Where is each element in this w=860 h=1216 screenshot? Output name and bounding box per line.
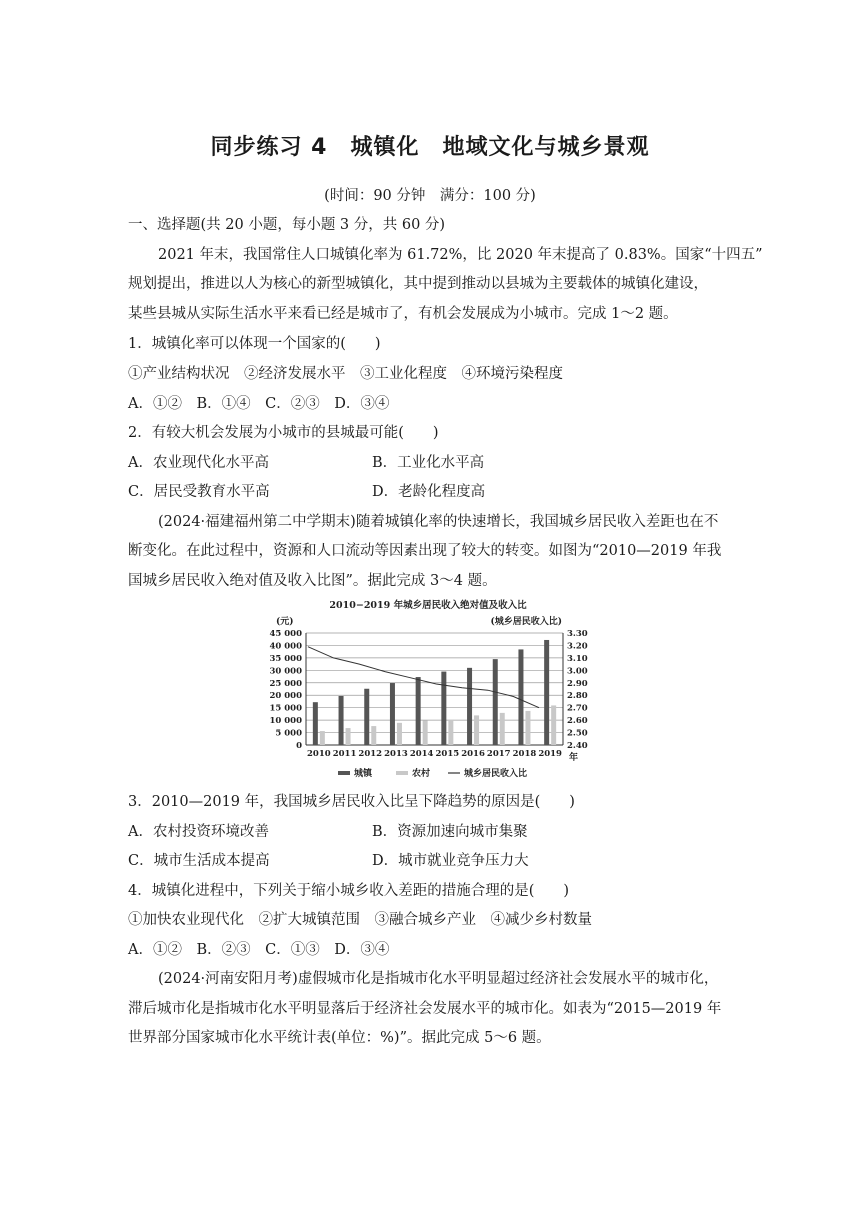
- y2-tick-label: 2.80: [567, 691, 588, 702]
- chart-title: 2010−2019 年城乡居民收入绝对值及收入比: [329, 600, 527, 611]
- section-heading: 一、选择题(共 20 小题，每小题 3 分，共 60 分): [128, 217, 446, 233]
- q2-option-a: A．农业现代化水平高: [128, 455, 269, 471]
- q4-stem: 4．城镇化进程中，下列关于缩小城乡收入差距的措施合理的是( ): [128, 883, 570, 899]
- passage1-line: 规划提出，推进以人为核心的新型城镇化，其中提到推动以县城为主要载体的城镇化建设，: [128, 276, 708, 292]
- y-tick-label: 25 000: [269, 678, 302, 689]
- legend-swatch-rural: [396, 771, 408, 775]
- q1-stem: 1．城镇化率可以体现一个国家的( ): [128, 336, 381, 352]
- income-chart-svg: [262, 597, 594, 787]
- x-tick-label: 2019: [538, 749, 562, 759]
- x-tick-label: 2016: [461, 749, 485, 759]
- bar-urban: [313, 702, 318, 745]
- y-axis-label: (元): [276, 617, 294, 627]
- q3-option-b: B．资源加速向城市集聚: [372, 824, 528, 840]
- q4-options: A．①② B．②③ C．①③ D．③④: [128, 942, 390, 958]
- q3-option-a: A．农村投资环境改善: [128, 824, 269, 840]
- x-tick-label: 2013: [384, 749, 408, 759]
- y2-tick-label: 3.10: [567, 653, 588, 664]
- legend-swatch-urban: [338, 771, 350, 775]
- q3-option-c: C．城市生活成本提高: [128, 853, 270, 869]
- bar-urban: [544, 640, 549, 745]
- exam-meta: (时间：90 分钟 满分：100 分): [324, 188, 536, 204]
- bar-rural: [551, 705, 556, 745]
- x-tick-label: 2012: [358, 749, 383, 759]
- bar-urban: [364, 689, 369, 745]
- passage2-line: 国城乡居民收入绝对值及收入比图”。据此完成 3～4 题。: [128, 573, 497, 589]
- bar-urban: [467, 668, 472, 745]
- page-title: 同步练习 4 城镇化 地域文化与城乡景观: [210, 135, 650, 160]
- q3-stem: 3．2010—2019 年，我国城乡居民收入比呈下降趋势的原因是( ): [128, 794, 575, 810]
- bar-urban: [493, 659, 498, 745]
- q3-option-d: D．城市就业竞争压力大: [372, 853, 529, 869]
- q1-options: A．①② B．①④ C．②③ D．③④: [128, 396, 390, 412]
- q1-items: ①产业结构状况 ②经济发展水平 ③工业化程度 ④环境污染程度: [128, 366, 563, 382]
- passage2-line: (2024·福建福州第二中学期末)随着城镇化率的快速增长，我国城乡居民收入差距也在不: [158, 514, 719, 530]
- y2-tick-label: 2.60: [567, 716, 588, 727]
- y2-tick-label: 3.20: [567, 641, 588, 652]
- q2-option-c: C．居民受教育水平高: [128, 484, 270, 500]
- y2-tick-label: 2.70: [567, 703, 588, 714]
- passage3-line: (2024·河南安阳月考)虚假城市化是指城市化水平明显超过经济社会发展水平的城市化，: [158, 971, 719, 987]
- x-tick-label: 2015: [435, 749, 460, 759]
- bar-urban: [518, 649, 523, 745]
- bar-rural: [423, 720, 428, 745]
- y-tick-label: 0: [296, 741, 302, 751]
- y2-tick-label: 2.40: [567, 741, 588, 751]
- bar-rural: [474, 715, 479, 745]
- bar-rural: [500, 713, 505, 745]
- x-tick-label: 2018: [512, 749, 537, 759]
- q4-items: ①加快农业现代化 ②扩大城镇范围 ③融合城乡产业 ④减少乡村数量: [128, 912, 592, 928]
- x-axis-unit: 年: [569, 753, 579, 763]
- y-tick-label: 5 000: [275, 728, 302, 739]
- y2-tick-label: 3.30: [567, 629, 588, 639]
- legend-label-urban: 城镇: [354, 769, 373, 779]
- passage3-line: 世界部分国家城市化水平统计表(单位：%)”。据此完成 5～6 题。: [128, 1030, 551, 1046]
- legend-label-rural: 农村: [412, 769, 431, 779]
- y-tick-label: 45 000: [269, 629, 302, 639]
- q2-option-b: B．工业化水平高: [372, 455, 485, 471]
- bar-urban: [390, 683, 395, 745]
- bar-urban: [339, 696, 344, 745]
- y2-tick-label: 3.00: [567, 666, 588, 677]
- y2-tick-label: 2.50: [567, 728, 588, 739]
- y2-tick-label: 2.90: [567, 678, 588, 689]
- passage1-line: 2021 年末，我国常住人口城镇化率为 61.72%，比 2020 年末提高了 0.83%。国家“十四五”: [158, 247, 763, 263]
- legend-label-ratio: 城乡居民收入比: [464, 769, 528, 779]
- x-tick-label: 2011: [332, 749, 357, 759]
- y-tick-label: 20 000: [269, 691, 302, 702]
- y-tick-label: 35 000: [269, 653, 302, 664]
- x-tick-label: 2017: [486, 749, 511, 759]
- bar-urban: [416, 677, 421, 745]
- bar-rural: [346, 728, 351, 745]
- income-chart: [262, 597, 594, 787]
- passage2-line: 断变化。在此过程中，资源和人口流动等因素出现了较大的转变。如图为“2010—2019 年我: [128, 543, 722, 559]
- y-tick-label: 30 000: [269, 666, 302, 677]
- passage3-line: 滞后城市化是指城市化水平明显落后于经济社会发展水平的城市化。如表为“2015—2019 年: [128, 1001, 722, 1017]
- bar-rural: [448, 720, 453, 745]
- bar-rural: [525, 711, 530, 745]
- x-tick-label: 2014: [409, 749, 434, 759]
- q2-option-d: D．老龄化程度高: [372, 484, 486, 500]
- y-tick-label: 10 000: [269, 716, 302, 727]
- y-tick-label: 15 000: [269, 703, 302, 714]
- y2-axis-label: (城乡居民收入比): [490, 617, 562, 627]
- y-tick-label: 40 000: [269, 641, 302, 652]
- bar-rural: [371, 726, 376, 745]
- x-tick-label: 2010: [307, 749, 331, 759]
- bar-rural: [320, 731, 325, 745]
- passage1-line: 某些县城从实际生活水平来看已经是城市了，有机会发展成为小城市。完成 1～2 题。: [128, 306, 678, 322]
- q2-stem: 2．有较大机会发展为小城市的县城最可能( ): [128, 425, 439, 441]
- bar-urban: [441, 672, 446, 745]
- bar-rural: [397, 723, 402, 745]
